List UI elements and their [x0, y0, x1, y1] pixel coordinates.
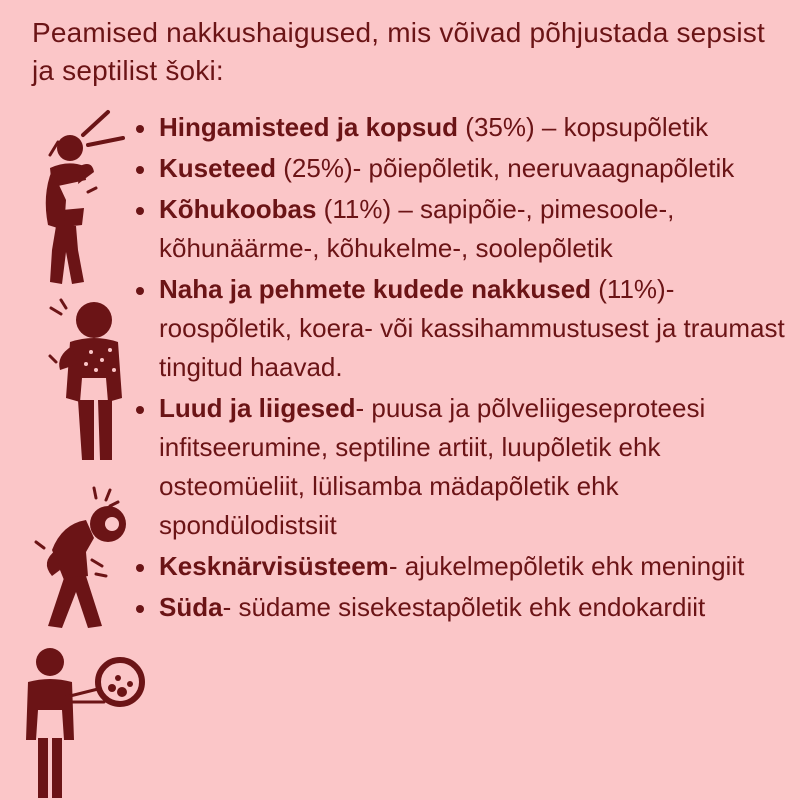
infection-list — [132, 108, 796, 629]
sick-person-with-rash-icon — [36, 290, 131, 465]
coughing-person-icon — [28, 100, 133, 290]
list-item — [132, 190, 796, 268]
list-item-text: - puusa ja põlveliigeseproteesi infitseerumine, septiline artiit, luupõletik ehk osteomüeliit, lülisamba mädapõletik ehk spondülodistsiit — [159, 393, 706, 540]
list-item-text: (11%) – sapipõie-, pimesoole-, kõhunäärme-, kõhukelme-, soolepõletik — [159, 194, 675, 263]
list-item-title: Kesknärvisüsteem — [159, 551, 389, 581]
intro-heading: Peamised nakkushaigused, mis võivad põhjustada sepsist ja septilist šoki: — [32, 17, 765, 86]
list-item — [132, 547, 796, 586]
list-item-title: Süda — [159, 592, 223, 622]
list-item-text: (35%) – kopsupõletik — [458, 112, 709, 142]
list-item-title: Luud ja liigesed — [159, 393, 356, 423]
list-item-text: (11%)- roospõletik, koera- või kassihammustusest ja traumast tingitud haavad. — [159, 274, 785, 382]
list-item-text: - ajukelmepõletik ehk meningiit — [388, 551, 745, 581]
list-item-title: Hingamisteed ja kopsud — [159, 112, 459, 142]
list-item-title: Kõhukoobas — [159, 194, 317, 224]
list-item — [132, 108, 796, 147]
list-item-title: Naha ja pehmete kudede nakkused — [159, 274, 592, 304]
list-item-title: Kuseteed — [159, 153, 277, 183]
list-item-text: - südame sisekestapõletik ehk endokardiit — [222, 592, 706, 622]
person-with-magnified-heart-icon — [18, 640, 148, 800]
list-item — [132, 149, 796, 188]
list-item — [132, 389, 796, 545]
list-item — [132, 270, 796, 387]
list-item-text: (25%)- põiepõletik, neeruvaagnapõletik — [276, 153, 735, 183]
person-with-back-pain-icon — [22, 480, 134, 630]
list-item — [132, 588, 796, 627]
